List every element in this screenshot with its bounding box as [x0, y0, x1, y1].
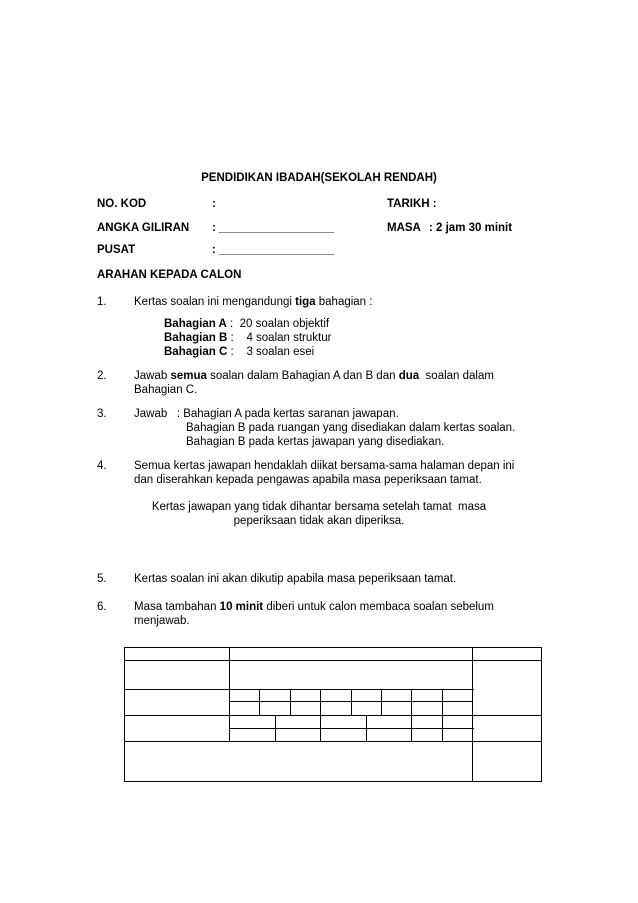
table-cell: [381, 690, 411, 702]
no-kod-label: NO. KOD: [97, 198, 147, 210]
part-b-desc: 4 soalan struktur: [246, 332, 332, 344]
item-4-note-line1: Kertas jawapan yang tidak dihantar bersama setelah tamat masa: [151, 501, 487, 513]
item-3-line2: Bahagian B pada ruangan yang disediakan dalam kertas soalan.: [186, 422, 516, 434]
table-cell: [230, 716, 276, 729]
pusat-label: PUSAT: [97, 244, 136, 256]
masa-label: MASA: [387, 222, 421, 234]
item-2-number: 2.: [97, 370, 107, 382]
item-6-post: diberi untuk calon membaca soalan sebelum: [263, 601, 494, 613]
table-cell: [321, 729, 367, 742]
no-kod-value: :: [212, 198, 216, 210]
page-title: PENDIDIKAN IBADAH(SEKOLAH RENDAH): [201, 172, 437, 184]
table-cell: [351, 702, 381, 716]
table-cell: [290, 690, 320, 702]
part-a-sep: :: [226, 318, 240, 330]
part-c-sep: :: [227, 346, 247, 358]
table-cell: [442, 702, 472, 716]
item-6-line1: [134, 601, 494, 613]
table-cell: [290, 702, 320, 716]
part-b: [164, 332, 331, 344]
table-row: [125, 648, 542, 661]
table-cell: [366, 716, 412, 729]
score-table: [124, 647, 542, 782]
table-cell: [125, 661, 230, 690]
item-4-line1: Semua kertas jawapan hendaklah diikat bersama-sama halaman depan ini: [134, 460, 515, 472]
table-cell: [473, 648, 542, 661]
part-c-name: Bahagian C: [164, 346, 228, 358]
table-cell: [260, 690, 290, 702]
table-cell: [125, 690, 230, 716]
part-a: [164, 318, 329, 330]
table-cell: [442, 729, 472, 742]
table-cell: [412, 690, 442, 702]
pusat-field: : __________________: [212, 244, 335, 256]
angka-giliran-field: : __________________: [212, 222, 335, 234]
table-cell: [366, 729, 412, 742]
item-2-post: soalan dalam: [419, 370, 494, 382]
table-cell: [473, 742, 542, 782]
part-a-name: Bahagian A: [164, 318, 227, 330]
item-2-mid: soalan dalam Bahagian A dan B dan: [206, 370, 399, 382]
table-row: [125, 742, 542, 782]
table-cell: [412, 729, 442, 742]
table-cell: [442, 716, 472, 729]
table-cell: [125, 742, 473, 782]
table-cell: [473, 716, 542, 742]
item-2-bold2: dua: [398, 370, 420, 382]
part-c: [164, 346, 314, 358]
table-cell: [442, 690, 472, 702]
item-1-post: bahagian :: [315, 296, 373, 308]
item-3-line3: Bahagian B pada kertas jawapan yang disediakan.: [186, 436, 445, 448]
table-cell: [260, 702, 290, 716]
table-cell: [125, 716, 230, 742]
item-4-number: 4.: [97, 460, 107, 472]
part-c-desc: 3 soalan esei: [246, 346, 315, 358]
item-5-line1: Kertas soalan ini akan dikutip apabila masa peperiksaan tamat.: [134, 573, 457, 585]
item-6-bold: 10 minit: [219, 601, 264, 613]
table-cell: [412, 702, 442, 716]
table-cell: [230, 729, 276, 742]
item-1-text: [134, 296, 372, 308]
item-1-bold: tiga: [295, 296, 316, 308]
item-6-number: 6.: [97, 601, 107, 613]
item-2-line1: [134, 370, 494, 382]
table-cell: [412, 716, 442, 729]
table-cell: [230, 648, 473, 661]
part-a-desc: 20 soalan objektif: [239, 318, 330, 330]
table-cell: [125, 648, 230, 661]
item-2-line2: Bahagian C.: [134, 384, 198, 396]
item-4-line2: dan diserahkan kepada pengawas apabila masa peperiksaan tamat.: [134, 474, 482, 486]
item-2-pre: Jawab: [134, 370, 171, 382]
table-cell: [230, 702, 260, 716]
section-title: ARAHAN KEPADA CALON: [97, 269, 242, 281]
table-cell: [381, 702, 411, 716]
table-cell: [275, 729, 321, 742]
table-cell: [321, 702, 351, 716]
item-1-number: 1.: [97, 296, 107, 308]
table-cell: [321, 716, 367, 729]
tarikh-label: TARIKH :: [387, 198, 437, 210]
item-1-pre: Kertas soalan ini mengandungi: [134, 296, 296, 308]
table-row: [125, 661, 542, 690]
table-cell: [275, 716, 321, 729]
part-b-sep: :: [227, 332, 247, 344]
item-5-number: 5.: [97, 573, 107, 585]
table-cell: [321, 690, 351, 702]
table-cell: [230, 661, 473, 690]
table-cell: [473, 661, 542, 716]
angka-giliran-label: ANGKA GILIRAN: [97, 222, 190, 234]
table-row: [125, 716, 542, 729]
item-4-note-line2: peperiksaan tidak akan diperiksa.: [233, 515, 405, 527]
table-cell: [351, 690, 381, 702]
item-6-line2: menjawab.: [134, 615, 190, 627]
masa-value: : 2 jam 30 minit: [429, 222, 513, 234]
part-b-name: Bahagian B: [164, 332, 228, 344]
item-2-bold1: semua: [170, 370, 207, 382]
item-3-line1: Jawab : Bahagian A pada kertas saranan jawapan.: [134, 408, 399, 420]
item-3-number: 3.: [97, 408, 107, 420]
table-cell: [230, 690, 260, 702]
item-6-pre: Masa tambahan: [134, 601, 220, 613]
